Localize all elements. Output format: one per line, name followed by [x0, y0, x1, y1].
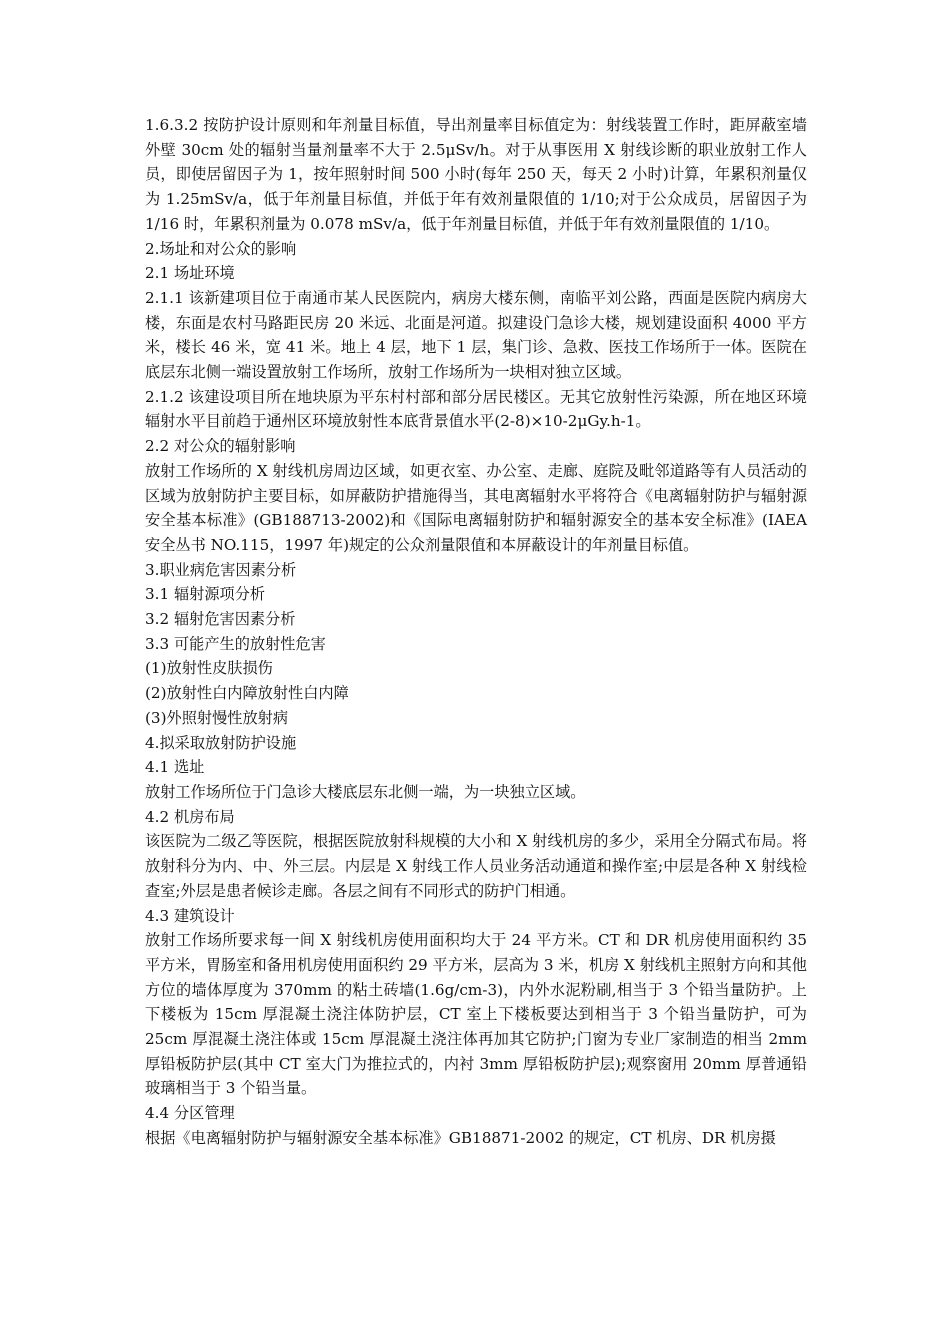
heading-hazard-factors: 3.2 辐射危害因素分析	[145, 610, 296, 629]
heading-site-environment: 2.1 场址环境	[145, 264, 235, 283]
paragraph-site-selection: 放射工作场所位于门急诊大楼底层东北侧一端，为一块独立区域。	[145, 782, 586, 801]
document-page	[145, 113, 807, 1151]
heading-source-analysis: 3.1 辐射源项分析	[145, 585, 266, 604]
heading-protection-facilities: 4.拟采取放射防护设施	[145, 733, 297, 752]
paragraph-building-design: 放射工作场所要求每一间 X 射线机房使用面积均大于 24 平方米。CT 和 DR 机房使用面积约 35 平方米，胃肠室和备用机房使用面积约 29 平方米，层高为 3 米，机房 X 射线机主照射方向和其他方位的墙体厚度为 370mm 的粘土砖墙(1.6g/cm-3)，内外水泥粉刷,相当于 3 个铅当量防护。上下楼板为 15cm 厚混凝土浇注体防护层，CT 室上下楼板要达到相当于 3 个铅当量防护，可为 25cm 厚混凝土浇注体或 15cm 厚混凝土浇注体再加其它防护;门窗为专业厂家制造的相当 2mm 厚铅板防护层(其中 CT 室大门为推拉式的，内衬 3mm 厚铅板防护层);观察窗用 20mm 厚普通铅玻璃相当于 3 个铅当量。	[145, 931, 807, 1098]
list-item-chronic-radiation: (3)外照射慢性放射病	[145, 708, 289, 727]
paragraph-public-protection: 放射工作场所的 X 射线机房周边区域，如更衣室、办公室、走廊、庭院及毗邻道路等有人员活动的区域为放射防护主要目标，如屏蔽防护措施得当，其电离辐射水平将符合《电离辐射防护与辐射源安全基本标准》(GB188713-2002)和《国际电离辐射防护和辐射源安全的基本安全标准》(IAEA 安全丛书 NO.115，1997 年)规定的公众剂量限值和本屏蔽设计的年剂量目标值。	[145, 461, 807, 554]
list-item-cataract: (2)放射性白内障放射性白内障	[145, 684, 349, 703]
paragraph-zone-management: 根据《电离辐射防护与辐射源安全基本标准》GB18871-2002 的规定，CT 机房、DR 机房摄	[145, 1128, 776, 1147]
paragraph-dose-rate-target: 1.6.3.2 按防护设计原则和年剂量目标值，导出剂量率目标值定为：射线装置工作时，距屏蔽室墙外壁 30cm 处的辐射当量剂量率不大于 2.5μSv/h。对于从事医用 X 射线诊断的职业放射工作人员，即使居留因子为 1，按年照射时间 500 小时(每年 250 天，每天 2 小时)计算，年累积剂量仅为 1.25mSv/a，低于年剂量目标值，并低于年有效剂量限值的 1/10;对于公众成员，居留因子为 1/16 时，年累积剂量为 0.078 mSv/a，低于年剂量目标值，并低于年有效剂量限值的 1/10。	[145, 116, 807, 233]
heading-possible-hazards: 3.3 可能产生的放射性危害	[145, 634, 326, 653]
heading-public-radiation-impact: 2.2 对公众的辐射影响	[145, 437, 296, 456]
heading-hazard-analysis: 3.职业病危害因素分析	[145, 560, 297, 579]
heading-building-design: 4.3 建筑设计	[145, 906, 235, 925]
heading-zone-management: 4.4 分区管理	[145, 1104, 235, 1123]
paragraph-site-location: 2.1.1 该新建项目位于南通市某人民医院内，病房大楼东侧，南临平刘公路，西面是医院内病房大楼，东面是农村马路距民房 20 米远、北面是河道。拟建设门急诊大楼，规划建设面积 4000 平方米，楼长 46 米，宽 41 米。地上 4 层，地下 1 层，集门诊、急救、医技工作场所于一体。医院在底层东北侧一端设置放射工作场所，放射工作场所为一块相对独立区域。	[145, 288, 807, 382]
paragraph-room-layout: 该医院为二级乙等医院，根据医院放射科规模的大小和 X 射线机房的多少，采用全分隔式布局。将放射科分为内、中、外三层。内层是 X 射线工作人员业务活动通道和操作室;中层是各种 X 射线检查室;外层是患者候诊走廊。各层之间有不同形式的防护门相通。	[145, 832, 807, 900]
heading-room-layout: 4.2 机房布局	[145, 807, 235, 826]
paragraph-background-radiation: 2.1.2 该建设项目所在地块原为平东村村部和部分居民楼区。无其它放射性污染源，所在地区环境辐射水平目前趋于通州区环境放射性本底背景值水平(2-8)×10-2μGy.h-1。	[145, 387, 807, 431]
list-item-skin-injury: (1)放射性皮肤损伤	[145, 659, 273, 678]
heading-site-selection: 4.1 选址	[145, 758, 205, 777]
heading-site-impact: 2.场址和对公众的影响	[145, 239, 297, 258]
